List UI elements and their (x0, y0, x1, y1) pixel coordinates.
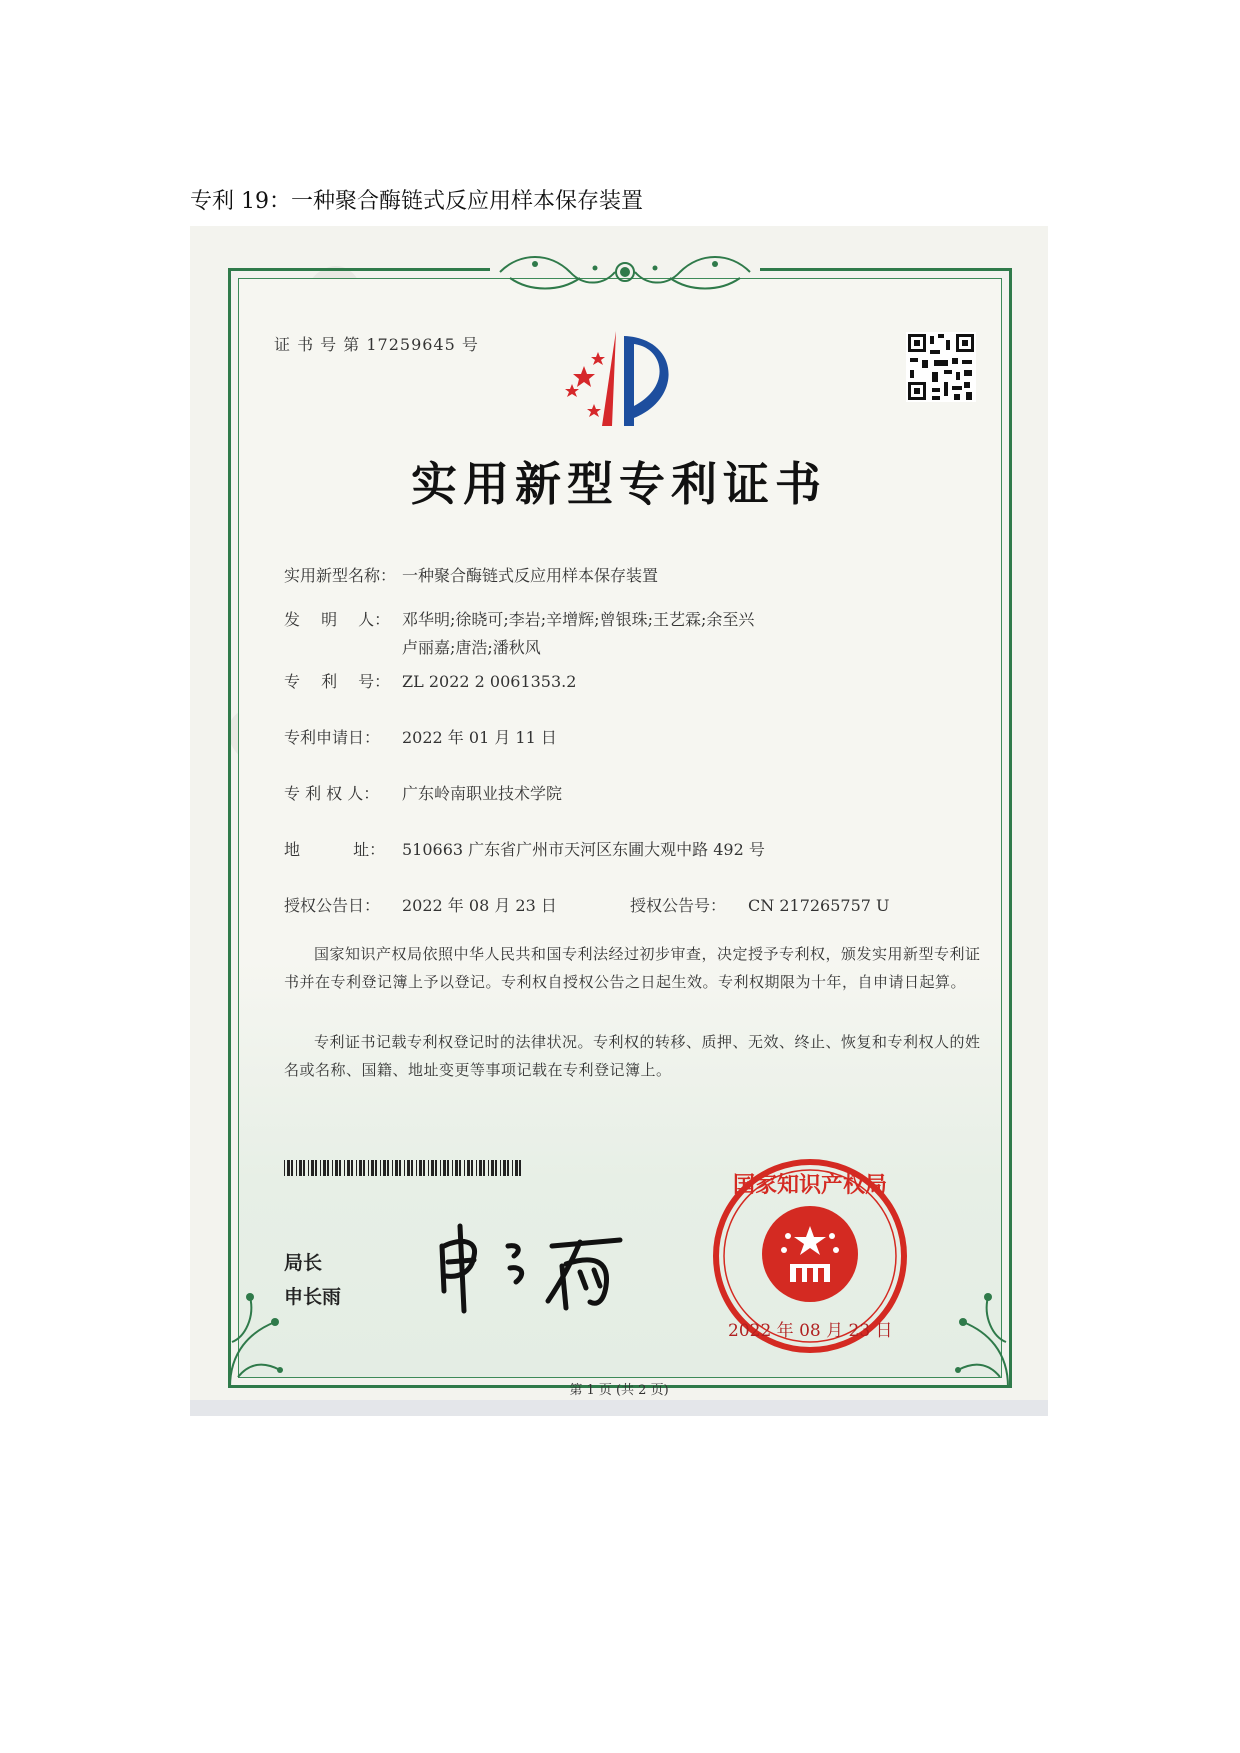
certificate-number: 证 书 号 第 17259645 号 (274, 335, 479, 354)
field-value: CN 217265757 U (748, 896, 890, 915)
corner-ornament-icon (948, 1282, 1018, 1392)
field-inventors (284, 606, 754, 662)
barcode-icon (284, 1160, 524, 1176)
field-patent-number (284, 668, 576, 696)
field-value: 2022 年 08 月 23 日 (402, 896, 557, 915)
corner-ornament-icon (220, 1282, 290, 1392)
document-heading: 专利 19：一种聚合酶链式反应用样本保存装置 (190, 189, 643, 214)
certificate-title: 实用新型专利证书 (411, 457, 827, 511)
field-label: 发 明 人： (284, 610, 391, 629)
cnipa-logo-icon (554, 326, 694, 436)
field-label: 授权公告日： (284, 896, 381, 915)
certificate-scan (190, 226, 1048, 1416)
certificate-paragraph: 国家知识产权局依照中华人民共和国专利法经过初步审查，决定授予专利权，颁发实用新型专利证书并在专利登记簿上予以登记。专利权自授权公告之日起生效。专利权期限为十年，自申请日起算。 (284, 945, 981, 991)
field-label: 实用新型名称： (284, 566, 397, 585)
field-value: 邓华明;徐晓可;李岩;辛增辉;曾银珠;王艺霖;余至兴 (402, 610, 755, 629)
field-value: 一种聚合酶链式反应用样本保存装置 (402, 566, 659, 585)
field-value: 广东岭南职业技术学院 (402, 784, 563, 803)
page-indicator: 第 1 页 (共 2 页) (569, 1383, 669, 1398)
field-value: 510663 广东省广州市天河区东圃大观中路 492 号 (402, 840, 765, 859)
qr-code-icon (906, 332, 976, 402)
field-grant-date (284, 892, 557, 920)
field-filing-date (284, 724, 557, 752)
field-utility-name (284, 562, 658, 590)
seal-date: 2022 年 08 月 23 日 (728, 1321, 893, 1341)
field-patentee (284, 780, 562, 808)
field-value: 2022 年 01 月 11 日 (402, 728, 557, 747)
field-label: 专 利 权 人： (284, 784, 380, 803)
certificate-paragraph: 专利证书记载专利权登记时的法律状况。专利权的转移、质押、无效、终止、恢复和专利权人的姓名或名称、国籍、地址变更等事项记载在专利登记簿上。 (284, 1033, 981, 1079)
field-grant-number (630, 892, 890, 920)
field-label: 专利申请日： (284, 728, 381, 747)
field-value: 卢丽嘉;唐浩;潘秋风 (402, 638, 541, 657)
field-label: 授权公告号： (630, 896, 727, 915)
signatory-role: 局长 (284, 1252, 323, 1274)
signatory-name: 申长雨 (284, 1286, 342, 1308)
field-label: 专 利 号： (284, 672, 391, 691)
scan-bottom-strip (190, 1400, 1048, 1416)
handwritten-signature-icon (430, 1216, 630, 1316)
seal-text: 国家知识产权局 (732, 1173, 888, 1198)
field-address (284, 836, 765, 864)
field-value: ZL 2022 2 0061353.2 (402, 672, 577, 691)
field-label: 地 址： (284, 840, 386, 859)
top-ornament-icon (490, 244, 760, 298)
